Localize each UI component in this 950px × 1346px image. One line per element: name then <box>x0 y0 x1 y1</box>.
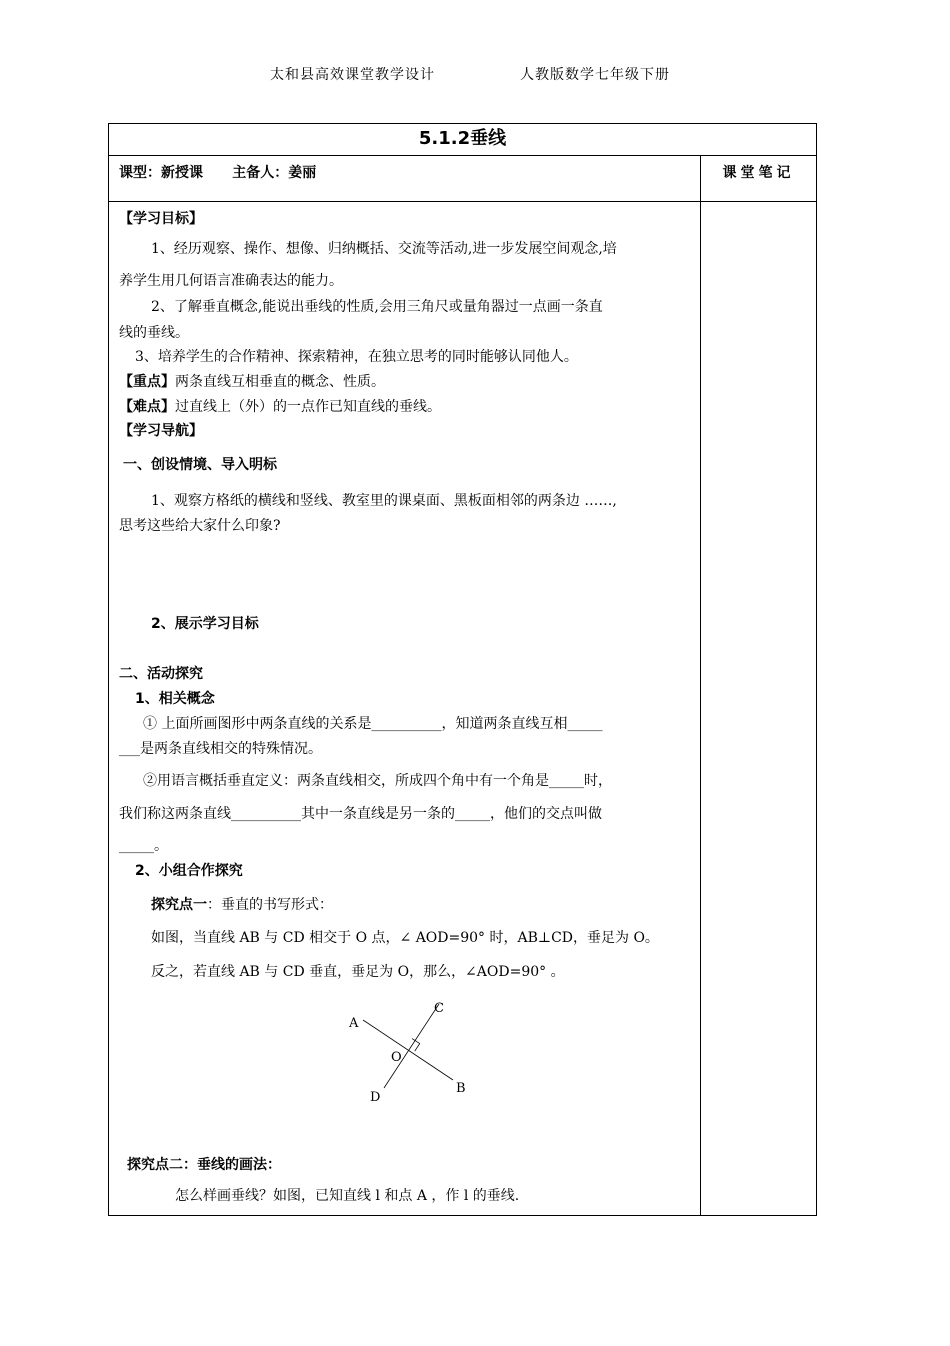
explore-point-2-heading: 探究点二：垂线的画法： <box>127 1157 281 1173</box>
lesson-title: 5.1.2垂线 <box>109 124 816 156</box>
section-1-p2: 2、展示学习目标 <box>151 616 259 632</box>
perpendicular-lines-diagram <box>339 998 479 1108</box>
question-2-line-3: _____。 <box>119 838 168 854</box>
info-row <box>109 156 816 202</box>
objective-1-line-2: 养学生用几何语言准确表达的能力。 <box>119 273 343 289</box>
perpendicular-notation-line-b: 反之，若直线 AB 与 CD 垂直，垂足为 O，那么，∠AOD=90° 。 <box>151 964 565 980</box>
course-info: 课型：新授课 主备人：姜丽 <box>119 165 317 181</box>
difficult-point-text: 过直线上（外）的一点作已知直线的垂线。 <box>175 399 441 415</box>
section-1-p1-line-2: 思考这些给大家什么印象? <box>119 518 281 534</box>
section-2-sub-1: 1、相关概念 <box>135 691 215 707</box>
difficult-point-label: 【难点】 <box>119 399 175 415</box>
objective-2-line-1: 2、了解垂直概念,能说出垂线的性质,会用三角尺或量角器过一点画一条直 <box>151 299 603 315</box>
section-1-heading: 一、创设情境、导入明标 <box>123 457 277 473</box>
header-textbook: 人教版数学七年级下册 <box>520 67 670 83</box>
question-2-line-1: ②用语言概括垂直定义：两条直线相交，所成四个角中有一个角是_____时， <box>143 773 612 789</box>
explore-point-1-label: 探究点一 <box>151 897 207 913</box>
header-school-title: 太和县高效课堂教学设计 <box>270 67 435 83</box>
difficult-point <box>119 396 441 416</box>
key-point <box>119 371 385 391</box>
section-2-heading: 二、活动探究 <box>119 666 203 682</box>
label-b: B <box>456 1081 466 1096</box>
line-ab <box>363 1020 453 1080</box>
key-point-label: 【重点】 <box>119 374 175 390</box>
objective-2-line-2: 线的垂线。 <box>119 325 189 341</box>
section-1-p1-line-1: 1、观察方格纸的横线和竖线、教室里的课桌面、黑板面相邻的两条边 ……, <box>151 493 617 509</box>
perpendicular-notation-line-a: 如图，当直线 AB 与 CD 相交于 O 点，∠ AOD=90° 时，AB⊥CD，垂足为 O。 <box>151 930 659 946</box>
lesson-table <box>108 123 817 1216</box>
label-c: C <box>434 1001 444 1016</box>
explore-point-2-text: 怎么样画垂线？如图，已知直线 l 和点 A ，作 l 的垂线. <box>175 1188 520 1204</box>
question-1-line-2: ___是两条直线相交的特殊情况。 <box>119 741 322 757</box>
label-a: A <box>349 1016 359 1031</box>
right-angle-mark <box>412 1039 420 1052</box>
line-cd <box>384 1004 439 1088</box>
objectives-heading: 【学习目标】 <box>119 211 203 227</box>
key-point-text: 两条直线互相垂直的概念、性质。 <box>175 374 385 390</box>
guide-heading: 【学习导航】 <box>119 423 203 439</box>
objective-1-line-1: 1、经历观察、操作、想像、归纳概括、交流等活动,进一步发展空间观念,培 <box>151 241 617 257</box>
notes-column-label: 课堂笔记 <box>722 165 795 181</box>
explore-point-1 <box>151 894 333 914</box>
explore-point-1-text: ：垂直的书写形式： <box>207 897 333 913</box>
label-o: O <box>391 1050 402 1065</box>
column-divider <box>700 156 701 1215</box>
label-d: D <box>370 1090 381 1105</box>
objective-3: 3、培养学生的合作精神、探索精神，在独立思考的同时能够认同他人。 <box>135 349 578 365</box>
section-2-sub-2: 2、小组合作探究 <box>135 863 243 879</box>
question-1-line-1: ① 上面所画图形中两条直线的关系是__________，知道两条直线互相_____ <box>143 716 603 732</box>
question-2-line-2: 我们称这两条直线__________其中一条直线是另一条的_____，他们的交点叫做 <box>119 806 602 822</box>
